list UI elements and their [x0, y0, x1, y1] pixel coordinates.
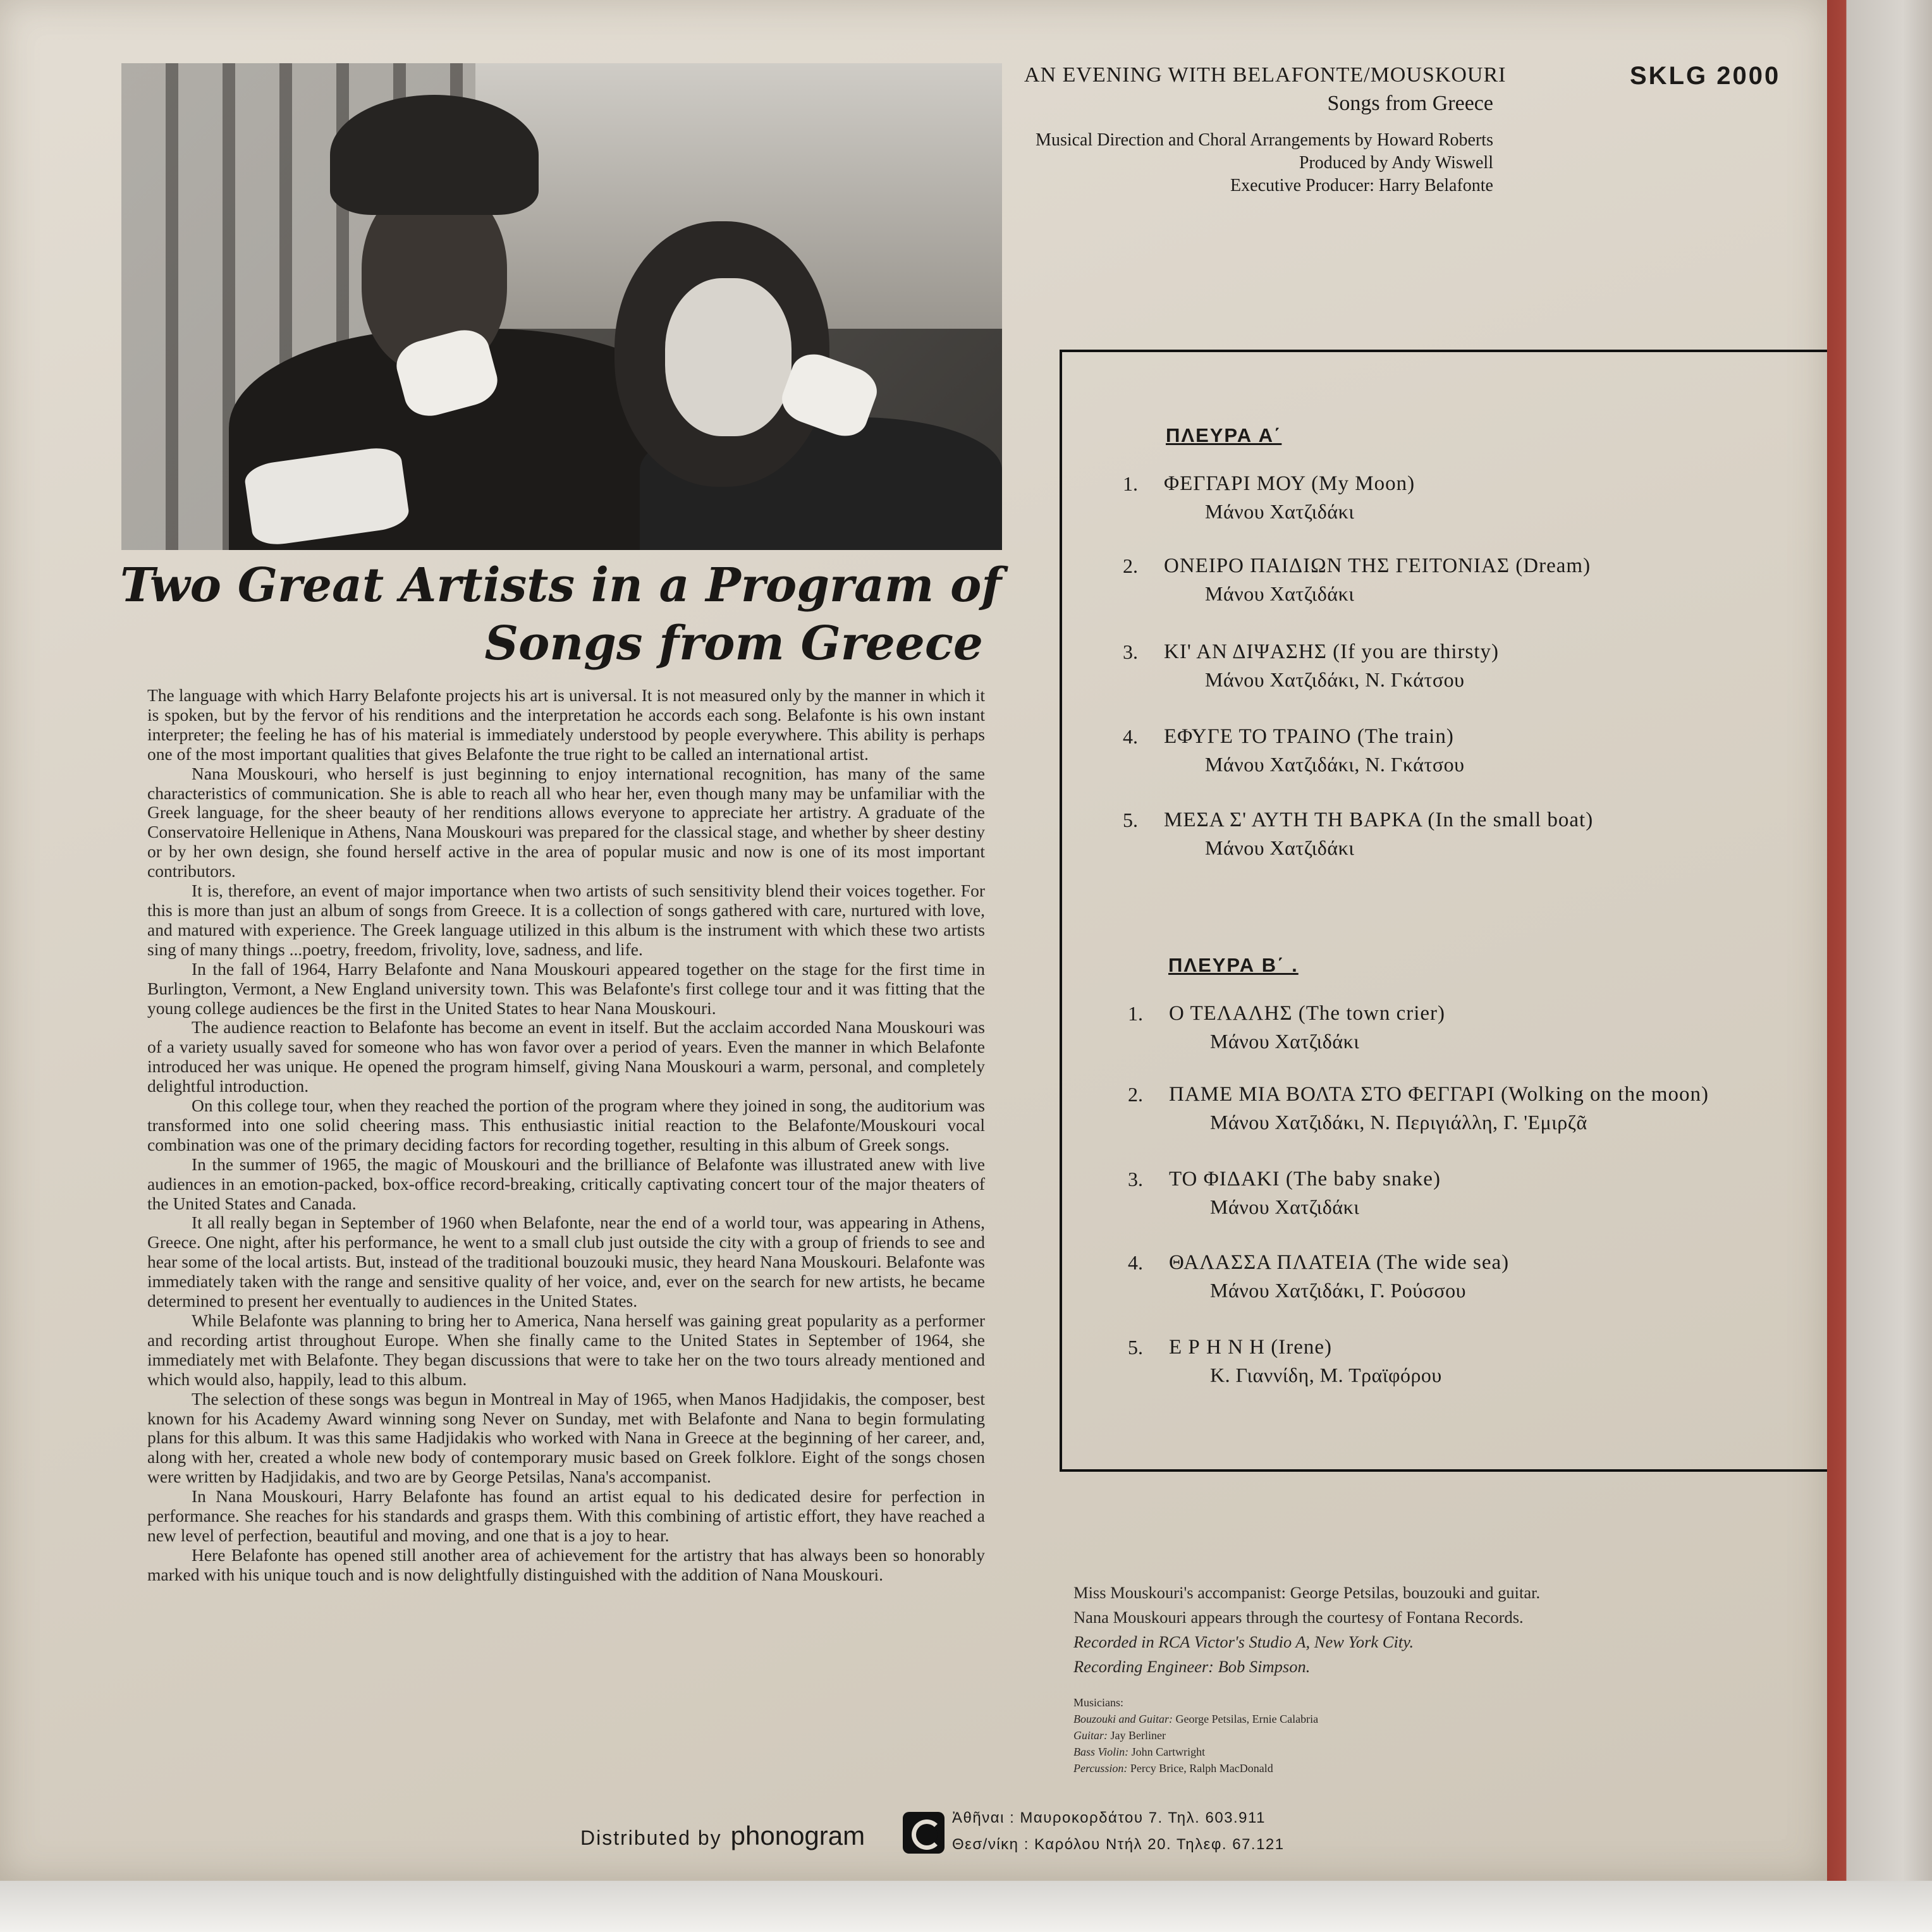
track-number: 1.	[1123, 472, 1138, 495]
track-number: 4.	[1128, 1251, 1143, 1274]
engineer-credit: Recording Engineer: Bob Simpson.	[1073, 1657, 1311, 1676]
track-credit: Μάνου Χατζιδάκι	[1210, 1030, 1360, 1053]
sleeve-edge	[1827, 0, 1932, 1881]
track-title: Ο ΤΕΛΑΛΗΣ (The town crier)	[1169, 1002, 1446, 1025]
address-thessaloniki: Θεσ/νίκη : Καρόλου Ντήλ 20. Τηλεφ. 67.121	[952, 1836, 1285, 1853]
liner-notes	[147, 686, 985, 1585]
musicians-heading: Musicians:	[1073, 1696, 1123, 1709]
liner-paragraph: It all really began in September of 1960 when Belafonte, near the end of a world tour, was appearing in Athens, Greece. One night, after his performance, he went to a small club just outside the city with a group of friends to see and hear some of the local artists. But, instead of the traditional bouzouki music, they heard Nana Mouskouri. Belafonte was immediately taken with the range and sensitive quality of her voice, and, ever on the search for new artists, he became determined to present her eventually to audiences in the United States.	[147, 1213, 985, 1311]
track-credit: Μάνου Χατζιδάκι, Γ. Ρούσσου	[1210, 1279, 1466, 1302]
track-title: ΟΝΕΙΡΟ ΠΑΙΔΙΩΝ ΤΗΣ ΓΕΙΤΟΝΙΑΣ (Dream)	[1164, 554, 1591, 577]
track-credit: Μάνου Χατζιδάκι, Ν. Περιγιάλλη, Γ. 'Εμιρζᾶ	[1210, 1111, 1587, 1134]
liner-paragraph: The audience reaction to Belafonte has become an event in itself. But the acclaim accorded Nana Mouskouri was of a variety usually saved for someone who has won favor over a period of years. Even the manner in which Belafonte introduced her was unique. He opened the program himself, giving Nana Mouskouri a warm, personal, and completely delightful introduction.	[147, 1017, 985, 1096]
track-credit: Μάνου Χατζιδάκι, Ν. Γκάτσου	[1205, 753, 1465, 776]
liner-paragraph: Nana Mouskouri, who herself is just beginning to enjoy international recognition, has many of the same characteristics of communication. She is able to reach all who hear her, even though many may be unfamiliar with the Greek language, for the sheer beauty of her renditions allows everyone to appreciate her artistry. A graduate of the Conservatoire Hellenique in Athens, Nana Mouskouri was prepared for the classical stage, and whether by sheer destiny or by her own design, she found herself active in the area of popular music and now is one of its most important contributors.	[147, 763, 985, 881]
credit-line: Produced by Andy Wiswell	[1299, 153, 1493, 173]
liner-paragraph: In the fall of 1964, Harry Belafonte and Nana Mouskouri appeared together on the stage for the first time in Burlington, Vermont, a New England university town. This was Belafonte's first college tour and it was fitting that the young college audiences be the first in the United States to hear Nana Mouskouri.	[147, 958, 985, 1018]
musician-row: Guitar: Jay Berliner	[1073, 1729, 1166, 1742]
distributed-label: Distributed by	[580, 1826, 722, 1849]
track-credit: Μάνου Χατζιδάκι	[1205, 582, 1355, 605]
track-title: ΚΙ' ΑΝ ΔΙΨΑΣΗΣ (If you are thirsty)	[1164, 640, 1499, 663]
credit-line: Executive Producer: Harry Belafonte	[1230, 176, 1493, 195]
musician-row: Bouzouki and Guitar: George Petsilas, Ernie Calabria	[1073, 1713, 1319, 1725]
phonogram-logo-icon	[903, 1812, 945, 1854]
track-number: 1.	[1128, 1002, 1143, 1025]
recorded-credit: Recorded in RCA Victor's Studio A, New York City.	[1073, 1632, 1414, 1651]
track-number: 5.	[1123, 809, 1138, 831]
liner-paragraph: In the summer of 1965, the magic of Mouskouri and the brilliance of Belafonte was illustrated anew with live audiences in an emotion-packed, box-office record-breaking, critically captivating concert tour of the major theaters of the United States and Canada.	[147, 1154, 985, 1213]
liner-paragraph: Here Belafonte has opened still another area of achievement for the artistry that has always been so honorably marked with his unique touch and is now delightfully distinguished with the addition of Nana Mouskouri.	[147, 1544, 985, 1584]
courtesy-credit: Nana Mouskouri appears through the courtesy of Fontana Records.	[1073, 1608, 1524, 1627]
track-title: ΠΑΜΕ ΜΙΑ ΒΟΛΤΑ ΣΤΟ ΦΕΓΓΑΡΙ (Wolking on the moon)	[1169, 1083, 1709, 1106]
track-title: ΕΦΥΓΕ ΤΟ ΤΡΑΙΝΟ (The train)	[1164, 725, 1454, 748]
track-credit: Μάνου Χατζιδάκι	[1210, 1195, 1360, 1218]
address-athens: Ἀθῆναι : Μαυροκορδάτου 7. Τηλ. 603.911	[952, 1809, 1266, 1826]
side-b-heading: ΠΛΕΥΡΑ Β΄ .	[1168, 954, 1299, 976]
album-subtitle: Songs from Greece	[1327, 92, 1493, 115]
track-credit: Μάνου Χατζιδάκι	[1205, 500, 1355, 523]
track-number: 2.	[1128, 1083, 1143, 1106]
album-title: AN EVENING WITH BELAFONTE/MOUSKOURI	[1024, 63, 1507, 87]
track-title: ΘΑΛΑΣΣΑ ΠΛΑΤΕΙΑ (The wide sea)	[1169, 1251, 1510, 1274]
liner-paragraph: The selection of these songs was begun in Montreal in May of 1965, when Manos Hadjidakis, the composer, best known for his Academy Award winning song Never on Sunday, met with Belafonte and Nana to begin formulating plans for this album. It was this same Hadjidakis who worked with Nana in Greece at the beginning of her career, and, along with her, created a whole new body of contemporary music based on Greek folklore. Eight of the songs chosen were written by Hadjidakis, and two are by George Petsilas, Nana's accompanist.	[147, 1388, 985, 1487]
musician-row: Percussion: Percy Brice, Ralph MacDonald	[1073, 1762, 1273, 1775]
headline-line-1: Two Great Artists in a Program of	[120, 558, 1002, 613]
track-credit: Κ. Γιαννίδη, Μ. Τραϊφόρου	[1210, 1364, 1442, 1386]
liner-paragraph: On this college tour, when they reached the portion of the program where they joined in song, the auditorium was transformed into one solid cheering mass. This enthusiastic initial reaction to the Belafonte/Mouskouri vocal combination was one of the primary deciding factors for recording together, resulting in this album of Greek songs.	[147, 1096, 985, 1154]
distributor-line	[580, 1821, 865, 1851]
catalog-number: SKLG 2000	[1630, 62, 1781, 90]
credit-line: Musical Direction and Choral Arrangements by Howard Roberts	[1036, 130, 1493, 150]
liner-paragraph: In Nana Mouskouri, Harry Belafonte has found an artist equal to his dedicated desire for perfection in performance. She reaches for his standards and grasps them. With this combining of artistic effort, they have reached a new level of perfection, beautiful and moving, and one that is a joy to hear.	[147, 1486, 985, 1545]
track-number: 3.	[1128, 1168, 1143, 1190]
musician-row: Bass Violin: John Cartwright	[1073, 1746, 1206, 1758]
liner-paragraph: The language with which Harry Belafonte projects his art is universal. It is not measured only by the manner in which it is spoken, but by the fervor of his renditions and the interpretation he accords each song. Belafonte is his own instant interpreter; the feeling he has of his material is immediately understood by people everywhere. This ability is perhaps one of the most important qualities that gives Belafonte the true right to be called an international artist.	[147, 685, 985, 764]
recording-credits	[1073, 1580, 1540, 1679]
accompanist-credit: Miss Mouskouri's accompanist: George Petsilas, bouzouki and guitar.	[1073, 1583, 1541, 1602]
track-number: 3.	[1123, 640, 1138, 663]
track-title: Ε Ρ Η Ν Η (Irene)	[1169, 1336, 1333, 1359]
liner-paragraph: It is, therefore, an event of major importance when two artists of such sensitivity blend their voices together. For this is more than just an album of songs from Greece. It is a collection of songs gathered with care, nurtured with love, and matured with experience. The Greek language utilized in this album is the instrument with which these two artists sing of many things ...poetry, freedom, frivolity, love, sadness, and life.	[147, 881, 985, 959]
track-credit: Μάνου Χατζιδάκι	[1205, 836, 1355, 859]
track-title: ΤΟ ΦΙΔΑΚΙ (The baby snake)	[1169, 1168, 1441, 1190]
side-a-heading: ΠΛΕΥΡΑ Α΄	[1166, 424, 1282, 446]
liner-paragraph: While Belafonte was planning to bring her to America, Nana herself was gaining great popularity as a performer and recording artist throughout Europe. When she finally came to the United States in September of 1964, she immediately met with Belafonte. They began discussions that were to take her on the two tours already mentioned and which would also, happily, lead to this album.	[147, 1311, 985, 1389]
distributor-brand: phonogram	[730, 1821, 865, 1850]
photo-hat	[330, 95, 539, 215]
musicians-list	[1073, 1694, 1318, 1776]
track-number: 5.	[1128, 1336, 1143, 1359]
shelf	[0, 1881, 1932, 1932]
track-number: 2.	[1123, 554, 1138, 577]
headline	[120, 556, 1002, 673]
track-number: 4.	[1123, 725, 1138, 748]
track-title: ΦΕΓΓΑΡΙ ΜΟΥ (My Moon)	[1164, 472, 1415, 495]
track-title: ΜΕΣΑ Σ' ΑΥΤΗ ΤΗ ΒΑΡΚΑ (In the small boat)	[1164, 809, 1594, 831]
tracklist-box	[1060, 350, 1865, 1472]
track-credit: Μάνου Χατζιδάκι, Ν. Γκάτσου	[1205, 668, 1465, 691]
headline-line-2: Songs from Greece	[484, 616, 983, 671]
artists-photo	[121, 63, 1002, 550]
